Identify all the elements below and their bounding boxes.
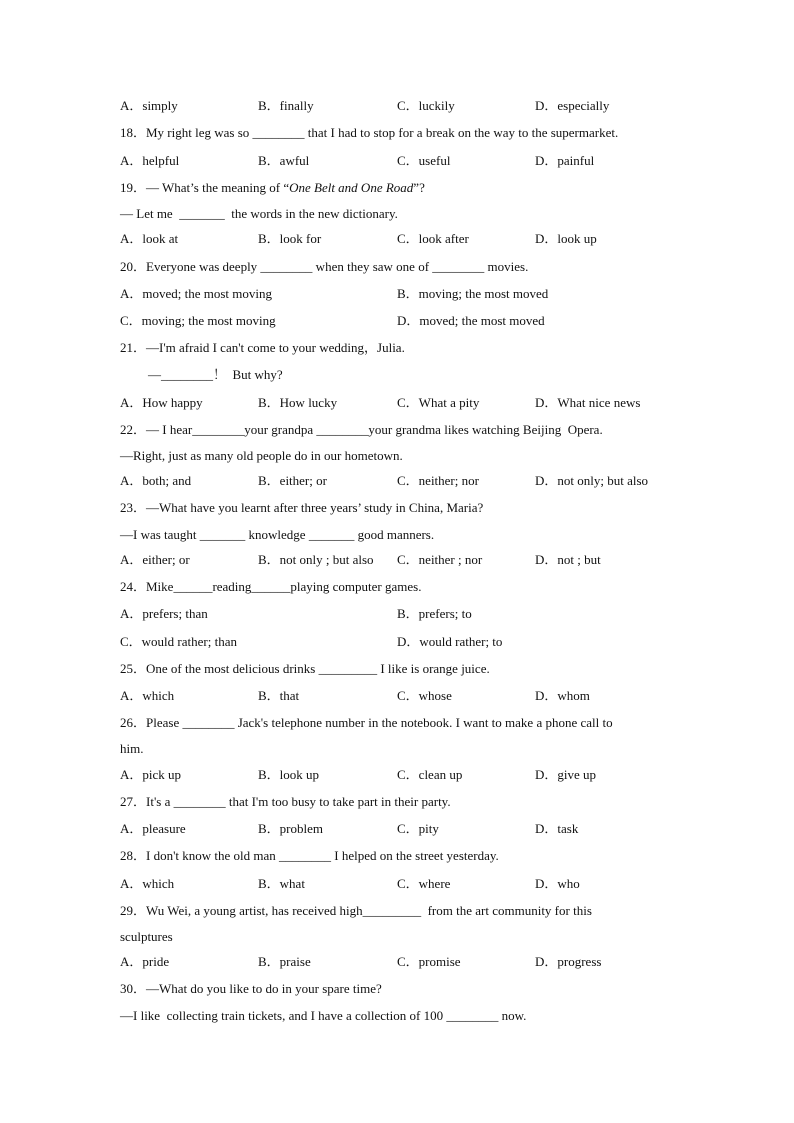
option-b: D．would rather; to (397, 634, 503, 649)
option-b: B．look up (258, 767, 320, 782)
option-d: D．not ; but (535, 552, 601, 567)
option-c: C．neither ; nor (397, 552, 483, 567)
q17-options (120, 98, 680, 114)
stem-text: ”? (413, 180, 425, 195)
option-a: A．pride (120, 954, 170, 969)
option-b: B．How lucky (258, 395, 338, 410)
q21-stem: 21．—I'm afraid I can't come to your wedding，Julia. (120, 340, 405, 355)
option-c: C．whose (397, 688, 452, 703)
option-b: D．moved; the most moved (397, 313, 545, 328)
option-b: B．praise (258, 954, 311, 969)
option-c: C．pity (397, 821, 439, 836)
option-d: D．look up (535, 231, 597, 246)
option-d: D．whom (535, 688, 590, 703)
option-c: C．useful (397, 153, 451, 168)
option-c: C．promise (397, 954, 461, 969)
option-d: D．progress (535, 954, 602, 969)
option-a: A．moved; the most moving (120, 286, 273, 301)
q24-options-ab (120, 606, 680, 622)
option-a: A．look at (120, 231, 179, 246)
q27-options (120, 821, 680, 837)
option-a: C．moving; the most moving (120, 313, 276, 328)
q26-options (120, 767, 680, 783)
option-a: A．which (120, 688, 175, 703)
option-c: C．luckily (397, 98, 455, 113)
option-a: A．either; or (120, 552, 190, 567)
q19-reply: — Let me _______ the words in the new dictionary. (120, 206, 398, 221)
q19-stem (120, 180, 680, 196)
q28-stem: 28．I don't know the old man ________ I helped on the street yesterday. (120, 848, 499, 863)
q19-options (120, 231, 680, 247)
option-b: B．finally (258, 98, 314, 113)
option-a: A．which (120, 876, 175, 891)
option-a: A．prefers; than (120, 606, 208, 621)
option-d: D．not only; but also (535, 473, 649, 488)
option-b: B．problem (258, 821, 323, 836)
option-a: A．pleasure (120, 821, 186, 836)
q24-options-cd (120, 634, 680, 650)
q25-stem: 25．One of the most delicious drinks _________ I like is orange juice. (120, 661, 490, 676)
option-d: D．especially (535, 98, 610, 113)
option-b: B．not only ; but also (258, 552, 374, 567)
q27-stem: 27．It's a ________ that I'm too busy to take part in their party. (120, 794, 451, 809)
option-a: A．pick up (120, 767, 182, 782)
option-a: A．How happy (120, 395, 203, 410)
q23-options (120, 552, 680, 568)
q30-stem: 30．—What do you like to do in your spare time? (120, 981, 382, 996)
q18-stem: 18．My right leg was so ________ that I had to stop for a break on the way to the supermarket. (120, 125, 619, 140)
q23-reply: —I was taught _______ knowledge _______ good manners. (120, 527, 435, 542)
option-c: C．neither; nor (397, 473, 479, 488)
q20-stem: 20．Everyone was deeply ________ when they saw one of ________ movies. (120, 259, 529, 274)
option-d: D．who (535, 876, 580, 891)
stem-text: 19．— What’s the meaning of “ (120, 180, 290, 195)
option-a: A．both; and (120, 473, 192, 488)
q24-stem: 24．Mike______reading______playing computer games. (120, 579, 422, 594)
option-d: D．give up (535, 767, 597, 782)
q22-stem: 22．— I hear________your grandpa ________your grandma likes watching Beijing Opera. (120, 422, 603, 437)
stem-italic-phrase: One Belt and One Road (289, 180, 414, 195)
q22-options (120, 473, 680, 489)
q20-options-ab (120, 286, 680, 302)
option-d: D．task (535, 821, 579, 836)
option-a: A．simply (120, 98, 178, 113)
option-b: B．prefers; to (397, 606, 472, 621)
q26-stem-cont: him. (120, 741, 144, 756)
q29-stem-cont: sculptures (120, 929, 173, 944)
option-a: A．helpful (120, 153, 180, 168)
q28-options (120, 876, 680, 892)
option-b: B．that (258, 688, 300, 703)
q29-options (120, 954, 680, 970)
option-b: B．awful (258, 153, 310, 168)
option-b: B．what (258, 876, 305, 891)
q23-stem: 23．—What have you learnt after three years’ study in China, Maria? (120, 500, 484, 515)
q20-options-cd (120, 313, 680, 329)
option-c: C．where (397, 876, 451, 891)
option-d: D．What nice news (535, 395, 641, 410)
option-a: C．would rather; than (120, 634, 237, 649)
q22-reply: —Right, just as many old people do in our hometown. (120, 448, 403, 463)
option-c: C．clean up (397, 767, 463, 782)
option-b: B．look for (258, 231, 322, 246)
q18-options (120, 153, 680, 169)
q26-stem: 26．Please ________ Jack's telephone number in the notebook. I want to make a phone call to (120, 715, 613, 730)
option-b: B．moving; the most moved (397, 286, 549, 301)
q30-reply: —I like collecting train tickets, and I have a collection of 100 ________ now. (120, 1008, 527, 1023)
q21-options (120, 395, 680, 411)
option-d: D．painful (535, 153, 595, 168)
q21-reply: —________！ But why? (148, 367, 283, 382)
q29-stem: 29．Wu Wei, a young artist, has received high_________ from the art community for this (120, 903, 592, 918)
q25-options (120, 688, 680, 704)
option-c: C．look after (397, 231, 469, 246)
option-c: C．What a pity (397, 395, 480, 410)
option-b: B．either; or (258, 473, 327, 488)
